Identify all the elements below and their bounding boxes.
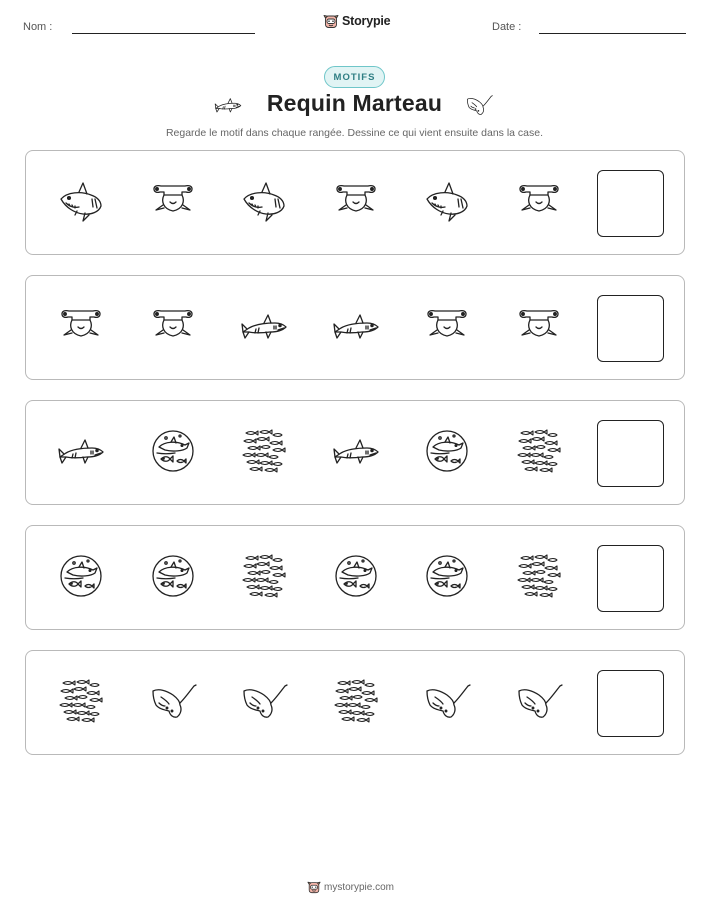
brand-name: Storypie (342, 14, 391, 28)
great-white-shark-icon (423, 177, 471, 225)
date-field-line[interactable] (539, 33, 686, 34)
swimming-shark-icon (332, 427, 380, 475)
stingray-icon (149, 677, 197, 725)
pattern-item (55, 675, 107, 727)
pattern-item (238, 675, 290, 727)
answer-box[interactable] (597, 670, 664, 737)
storypie-logo-icon (323, 13, 339, 29)
footer (307, 880, 394, 894)
hammerhead-shark-icon (423, 302, 471, 350)
pattern-item (513, 425, 565, 477)
shark-bubble-icon (149, 552, 197, 600)
pattern-item (238, 300, 290, 352)
fish-school-icon (57, 677, 105, 725)
pattern-item (55, 425, 107, 477)
pattern-row (25, 525, 685, 630)
pattern-item (330, 675, 382, 727)
pattern-item (147, 175, 199, 227)
shark-bubble-icon (423, 552, 471, 600)
pattern-item (238, 425, 290, 477)
answer-box[interactable] (597, 295, 664, 362)
stingray-icon (240, 677, 288, 725)
pattern-item (147, 550, 199, 602)
pattern-row (25, 650, 685, 755)
fish-school-icon (515, 427, 563, 475)
hammerhead-shark-icon (515, 177, 563, 225)
pattern-item (513, 175, 565, 227)
shark-bubble-icon (332, 552, 380, 600)
pattern-item (513, 550, 565, 602)
shark-bubble-icon (423, 427, 471, 475)
pattern-item (330, 300, 382, 352)
pattern-row (25, 400, 685, 505)
footer-url: mystorypie.com (324, 881, 395, 893)
swimming-shark-icon (57, 427, 105, 475)
category-badge: MOTIFS (324, 66, 385, 88)
page-title: Requin Marteau (266, 90, 443, 116)
pattern-item (147, 300, 199, 352)
pattern-item (330, 425, 382, 477)
pattern-row (25, 275, 685, 380)
hammerhead-shark-icon (149, 177, 197, 225)
pattern-item (238, 175, 290, 227)
great-white-shark-icon (57, 177, 105, 225)
hammerhead-shark-icon (515, 302, 563, 350)
stingray-icon (462, 91, 496, 119)
pattern-item (55, 175, 107, 227)
fish-school-icon (240, 427, 288, 475)
storypie-logo-icon (307, 880, 321, 894)
shark-bubble-icon (149, 427, 197, 475)
pattern-item (421, 300, 473, 352)
fish-school-icon (332, 677, 380, 725)
answer-box[interactable] (597, 545, 664, 612)
pattern-item (513, 300, 565, 352)
hammerhead-shark-icon (332, 177, 380, 225)
brand-logo (323, 13, 390, 29)
pattern-item (330, 550, 382, 602)
pattern-item (55, 550, 107, 602)
great-white-shark-icon (240, 177, 288, 225)
pattern-item (513, 675, 565, 727)
pattern-item (421, 675, 473, 727)
pattern-row (25, 150, 685, 255)
instructions: Regarde le motif dans chaque rangée. Dessine ce qui vient ensuite dans la case. (165, 127, 544, 139)
pattern-item (147, 425, 199, 477)
swimming-shark-icon (332, 302, 380, 350)
fish-school-icon (515, 552, 563, 600)
shark-bubble-icon (57, 552, 105, 600)
hammerhead-shark-icon (57, 302, 105, 350)
pattern-item (421, 175, 473, 227)
pattern-item (238, 550, 290, 602)
answer-box[interactable] (597, 170, 664, 237)
pattern-item (55, 300, 107, 352)
name-label: Nom : (23, 21, 53, 33)
swimming-shark-icon (240, 302, 288, 350)
pattern-item (421, 425, 473, 477)
name-field-line[interactable] (72, 33, 255, 34)
pattern-item (147, 675, 199, 727)
date-label: Date : (492, 21, 522, 33)
pattern-item (330, 175, 382, 227)
pattern-item (421, 550, 473, 602)
fish-school-icon (240, 552, 288, 600)
hammerhead-shark-icon (149, 302, 197, 350)
stingray-icon (423, 677, 471, 725)
stingray-icon (515, 677, 563, 725)
answer-box[interactable] (597, 420, 664, 487)
